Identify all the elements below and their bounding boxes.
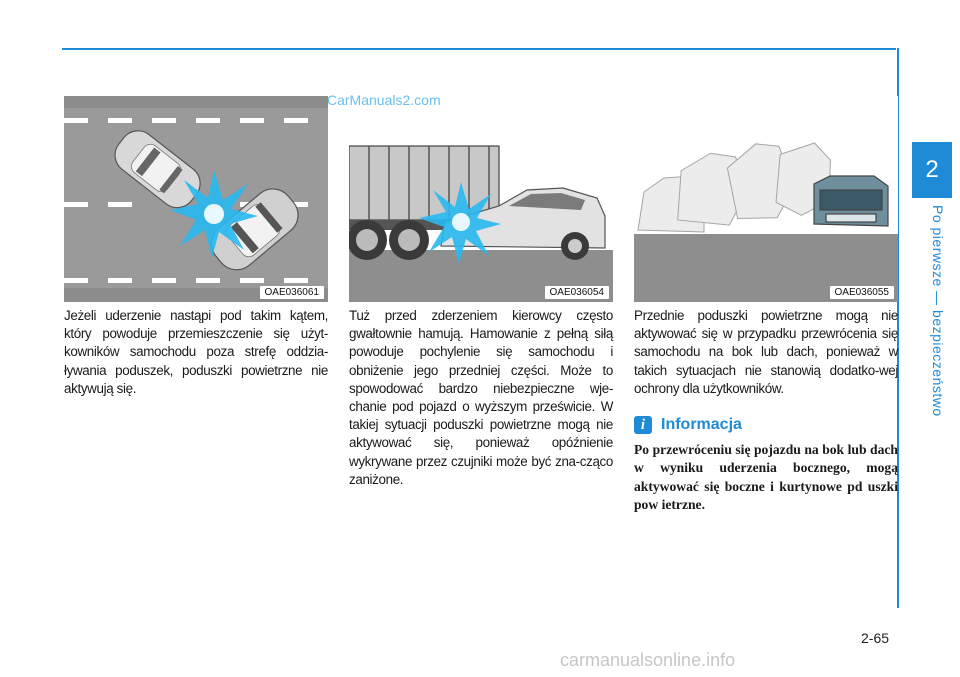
column-text-1: Jeżeli uderzenie nastąpi pod takim kątem, który powoduje przemieszczenie się użyt-kowników samochodu poza strefę oddzia-ływania poduszek, poduszki powietrzne nie aktywują się. — [64, 308, 328, 396]
figure-code: OAE036054 — [545, 286, 610, 299]
chapter-title: Po pierwsze — bezpieczeństwo — [930, 205, 946, 417]
page-number: 2-65 — [861, 630, 890, 646]
figure-underride — [349, 96, 613, 302]
figure-rollover — [634, 96, 898, 302]
rollover-illustration — [634, 96, 898, 302]
figure-code: OAE036055 — [830, 286, 895, 299]
top-rule — [62, 48, 896, 50]
column-text-2: Tuż przed zderzeniem kierowcy często gwałtownie hamują. Hamowanie z pełną siłą powoduje pochylenie się samochodu i obniżenie jego przedniej części. Może to spowodować bardzo niebezpieczne wje-chanie pod pojazd o wyższym prześwicie. W takiej sytuacji poduszki powietrzne mogą nie aktywować się, ponieważ opóźnienie wykrywane przez czujniki może być zna-cząco zaniżone. — [349, 308, 613, 487]
watermark-top: CarManuals2.com — [327, 92, 441, 108]
chapter-tab: 2 — [912, 142, 952, 198]
info-heading — [634, 416, 742, 434]
info-text: Po przewróceniu się pojazdu na bok lub dach w wyniku uderzenia bocznego, mogą aktywować się boczne i kurtynowe pd uszki pow ietrzne. — [634, 442, 898, 513]
figure-angled-impact — [64, 96, 328, 302]
info-icon: i — [634, 416, 652, 434]
info-title: Informacja — [661, 416, 742, 433]
column-text-3: Przednie poduszki powietrzne mogą nie aktywować się w przypadku przewrócenia się samochodu na bok lub dach, ponieważ w takich sytuacjach nie stanowią dodatko-wej ochrony dla użytkowników. — [634, 308, 898, 396]
figure-code: OAE036061 — [260, 286, 325, 299]
watermark-bottom: carmanualsonline.info — [560, 650, 736, 670]
angled-impact-illustration — [64, 96, 328, 302]
underride-illustration — [349, 96, 613, 302]
